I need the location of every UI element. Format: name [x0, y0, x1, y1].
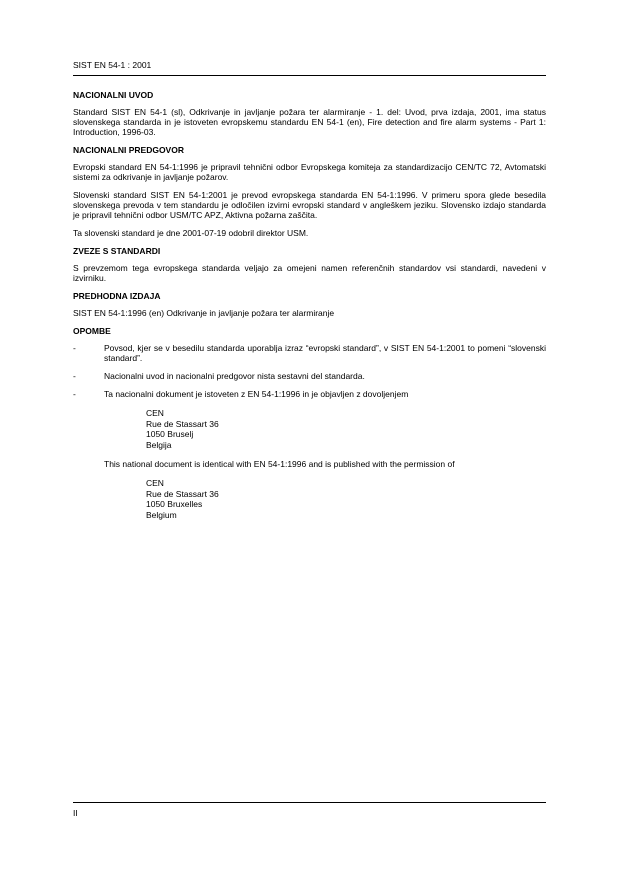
address-line: CEN [146, 408, 164, 418]
note-item-3: Ta nacionalni dokument je istoveten z EN 54-1:1996 in je objavljen z dovoljenjem [104, 389, 409, 399]
list-dash: - [73, 389, 76, 399]
address-line: Rue de Stassart 36 [146, 488, 219, 499]
address-line: CEN [146, 478, 164, 488]
heading-zveze-s-standardi: ZVEZE S STANDARDI [73, 246, 161, 256]
paragraph-predhodna-izdaja: SIST EN 54-1:1996 (en) Odkrivanje in javljanje požara ter alarmiranje [73, 308, 335, 318]
list-dash: - [73, 371, 76, 381]
page-number: II [73, 808, 78, 818]
address-line: 1050 Bruxelles [146, 499, 203, 509]
address-line: Belgium [146, 509, 177, 520]
footer-rule [73, 802, 546, 803]
note-item-2: Nacionalni uvod in nacionalni predgovor nista sestavni del standarda. [104, 371, 365, 381]
heading-predhodna-izdaja: PREDHODNA IZDAJA [73, 291, 161, 301]
paragraph-nacionalni-uvod: Standard SIST EN 54-1 (sl), Odkrivanje in javljanje požara ter alarmiranje - 1. del: Uvod, prva izdaja, 2001, ima status slovenskega standarda in je istoveten evropskemu standardu EN 54-1 (en), Fire detection and fire alarm systems - Part 1: Introduction, 1996-03. [73, 107, 546, 137]
address-block-sl [146, 408, 546, 450]
address-line: Rue de Stassart 36 [146, 418, 219, 429]
paragraph-zveze: S prevzemom tega evropskega standarda veljajo za omejeni namen referenčnih standardov vsi standardi, navedeni v izvirniku. [73, 263, 546, 283]
note-item-1: Povsod, kjer se v besedilu standarda uporablja izraz “evropski standard”, v SIST EN 54-1:2001 to pomeni “slovenski standard”. [104, 343, 546, 363]
address-line: 1050 Bruselj [146, 429, 194, 439]
heading-nacionalni-uvod: NACIONALNI UVOD [73, 90, 154, 100]
paragraph-predgovor-3: Ta slovenski standard je dne 2001-07-19 odobril direktor USM. [73, 228, 309, 238]
paragraph-predgovor-1: Evropski standard EN 54-1:1996 je pripravil tehnični odbor Evropskega komiteja za standardizacijo CEN/TC 72, Avtomatski sistemi za odkrivanje in javljanje požarov. [73, 162, 546, 182]
list-item [73, 371, 546, 381]
heading-nacionalni-predgovor: NACIONALNI PREDGOVOR [73, 145, 184, 155]
list-item [73, 343, 546, 363]
address-block-en [146, 478, 546, 520]
document-header: SIST EN 54-1 : 2001 [73, 60, 152, 70]
paragraph-predgovor-2: Slovenski standard SIST EN 54-1:2001 je prevod evropskega standarda EN 54-1:1996. V primeru spora glede besedila slovenskega prevoda v tem standardu je odločilen izvirni evropski standard v angleškem jeziku. Slovensko izdajo standarda je pripravil tehnični odbor USM/TC APZ, Aktivna požarna zaščita. [73, 190, 546, 220]
header-rule [73, 75, 546, 76]
heading-opombe: OPOMBE [73, 326, 111, 336]
address-line: Belgija [146, 439, 172, 450]
list-item [73, 389, 546, 399]
list-dash: - [73, 343, 76, 353]
document-body [73, 90, 546, 520]
english-note: This national document is identical with EN 54-1:1996 and is published with the permission of [104, 459, 455, 469]
